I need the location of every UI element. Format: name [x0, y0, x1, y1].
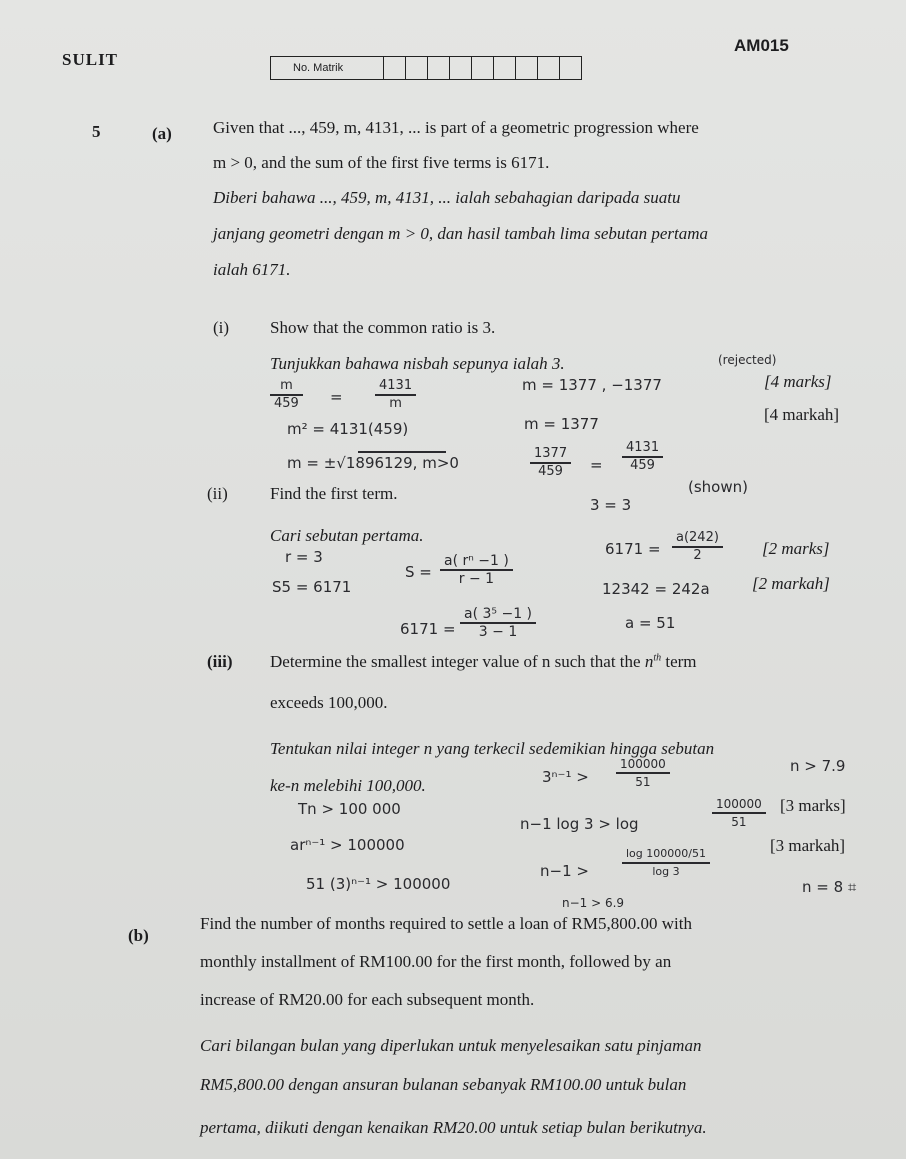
matrik-box [406, 56, 428, 80]
part-ii-text-en: Find the first term. [270, 484, 398, 503]
hw-nm1-ineq: n−1 > [540, 862, 589, 880]
matrik-box [560, 56, 582, 80]
hw-equals: = [590, 456, 603, 474]
hw-step-2: 12342 = 242a [602, 580, 710, 598]
hw-ratio-frac-2 [375, 378, 416, 412]
matrik-box [516, 56, 538, 80]
hw-m-squared: m² = 4131(459) [287, 420, 409, 438]
hw-n-answer: n = 8 ⌗ [802, 878, 857, 896]
part-b-text-en-1: Find the number of months required to settle a loan of RM5,800.00 with [200, 914, 692, 933]
hw-frac-num: 100000 [620, 757, 666, 771]
matrik-box [472, 56, 494, 80]
hw-frac-den: 459 [630, 457, 655, 473]
hw-frac-den: log 3 [652, 864, 680, 878]
hw-r-value: r = 3 [285, 548, 323, 566]
part-b-text-ms-3: pertama, diikuti dengan kenaikan RM20.00 untuk setiap bulan berikutnya. [200, 1118, 707, 1137]
hw-ratio-frac-1 [270, 378, 303, 412]
part-iii-text-en-2: exceeds 100,000. [270, 693, 388, 712]
hw-sqrt-icon: √ [336, 454, 346, 472]
hw-check-frac-2 [622, 440, 663, 474]
part-b-text-en-3: increase of RM20.00 for each subsequent month. [200, 990, 535, 1009]
hw-frac-den: 51 [635, 774, 651, 789]
hw-check-frac-1 [530, 446, 571, 480]
hw-frac-den: 459 [274, 395, 299, 411]
hw-ar-ineq: arⁿ⁻¹ > 100000 [290, 836, 405, 854]
hw-frac-num: m [280, 378, 293, 393]
hw-log-ineq-frac [712, 796, 766, 830]
part-ii-marks-ms: [2 markah] [752, 574, 830, 593]
hw-frac-num: 1377 [534, 446, 568, 461]
hw-first-term-answer: a = 51 [625, 614, 676, 632]
part-i-text-ms: Tunjukkan bahawa nisbah sepunya ialah 3. [270, 354, 565, 373]
hw-shown-eq: 3 = 3 [590, 496, 632, 514]
hw-frac-num: log 100000/51 [626, 847, 706, 860]
hw-frac-den: 51 [731, 814, 747, 829]
header-sulit: SULIT [62, 50, 119, 69]
hw-m-sqrt [287, 454, 459, 472]
hw-frac-num: 4131 [626, 440, 660, 455]
matrik-box [384, 56, 406, 80]
part-b-label: (b) [128, 926, 149, 945]
hw-shown-note: (shown) [688, 478, 748, 496]
hw-frac-num: a( rⁿ −1 ) [444, 553, 509, 569]
hw-sub-frac-1 [672, 530, 723, 564]
question-text-ms-2: janjang geometri dengan m > 0, dan hasil tambah lima sebutan pertama [213, 224, 709, 243]
part-iii-marks-ms: [3 markah] [770, 836, 846, 855]
question-text-ms-1: Diberi bahawa ..., 459, m, 4131, ... ialah sebahagian daripada suatu [213, 188, 681, 207]
header-code: AM015 [734, 36, 789, 55]
hw-s5-value: S5 = 6171 [272, 578, 352, 596]
hw-n-greater: n > 7.9 [790, 757, 846, 775]
matrik-box [450, 56, 472, 80]
part-iii-text-ms-1: Tentukan nilai integer n yang terkecil sedemikian hingga sebutan [270, 739, 715, 758]
hw-frac-num: a( 3⁵ −1 ) [464, 606, 533, 622]
part-iii-nth-sup: th [653, 652, 662, 664]
part-i-label: (i) [213, 318, 230, 337]
hw-sqrt-overline [358, 451, 446, 453]
hw-ineq-3n: 3ⁿ⁻¹ > [542, 768, 589, 786]
hw-m-values: m = 1377 , −1377 [522, 376, 662, 394]
part-ii-text-ms: Cari sebutan pertama. [270, 526, 424, 545]
hw-m-sqrt-pre: m = ± [287, 454, 337, 472]
hw-frac-den: r − 1 [458, 570, 495, 587]
part-b-text-en-2: monthly installment of RM100.00 for the first month, followed by an [200, 952, 672, 971]
hw-frac-den: 3 − 1 [478, 623, 518, 640]
hw-ineq-3n-frac [616, 756, 670, 790]
question-text-ms-3: ialah 6171. [213, 260, 291, 279]
part-i-text-en: Show that the common ratio is 3. [270, 318, 496, 337]
part-b-text-ms-2: RM5,800.00 dengan ansuran bulanan sebanyak RM100.00 untuk bulan [200, 1075, 687, 1094]
question-text-en-2: m > 0, and the sum of the first five terms is 6171. [213, 153, 550, 172]
part-iii-nth-n: n [644, 652, 654, 671]
matrik-box [494, 56, 516, 80]
hw-sum-formula-frac [440, 553, 513, 587]
part-a-label: (a) [152, 124, 172, 143]
matrik-label: No. Matrik [270, 56, 362, 80]
hw-nm1-frac [622, 846, 710, 880]
matrik-box [428, 56, 450, 80]
hw-nm1-value: n−1 > 6.9 [562, 896, 625, 910]
hw-m-sqrt-cond: , m>0 [412, 454, 459, 472]
matrik-number-field [270, 56, 582, 80]
hw-frac-den: m [389, 395, 402, 411]
hw-tn-ineq: Tn > 100 000 [298, 800, 401, 818]
hw-log-ineq: n−1 log 3 > log [520, 815, 639, 833]
part-iii-text-ms-2: ke-n melebihi 100,000. [270, 776, 426, 795]
part-i-marks-ms: [4 markah] [764, 405, 840, 424]
hw-m-sqrt-val: 1896129 [345, 454, 413, 472]
question-text-en-1: Given that ..., 459, m, 4131, ... is part of a geometric progression where [213, 118, 699, 137]
part-iii-text-en-1 [270, 652, 697, 672]
part-iii-label: (iii) [207, 652, 233, 671]
hw-sub-frac-2 [460, 606, 536, 640]
hw-frac-num: a(242) [676, 530, 719, 545]
hw-51-ineq: 51 (3)ⁿ⁻¹ > 100000 [306, 875, 451, 893]
question-number: 5 [92, 122, 101, 141]
part-ii-label: (ii) [207, 484, 228, 503]
part-b-text-ms-1: Cari bilangan bulan yang diperlukan untuk menyelesaikan satu pinjaman [200, 1036, 702, 1055]
hw-frac-num: 4131 [379, 378, 413, 393]
matrik-box [538, 56, 560, 80]
hw-frac-den: 459 [538, 463, 563, 479]
part-ii-marks-en: [2 marks] [762, 539, 830, 558]
hw-sub-lhs-2: 6171 = [400, 620, 456, 638]
part-i-marks-en: [4 marks] [764, 372, 832, 391]
hw-sub-lhs-1: 6171 = [605, 540, 661, 558]
hw-frac-den: 2 [693, 547, 702, 563]
matrik-box [362, 56, 384, 80]
hw-rejected-note: (rejected) [718, 353, 777, 367]
hw-m-final: m = 1377 [524, 415, 599, 433]
hw-formula-lhs: S = [405, 563, 432, 581]
hw-equals: = [330, 388, 343, 406]
part-iii-text-en-1a: Determine the smallest integer value of n such that the [270, 652, 641, 671]
part-iii-term: term [665, 652, 697, 671]
hw-frac-num: 100000 [716, 797, 762, 811]
part-iii-marks-en: [3 marks] [780, 796, 846, 815]
